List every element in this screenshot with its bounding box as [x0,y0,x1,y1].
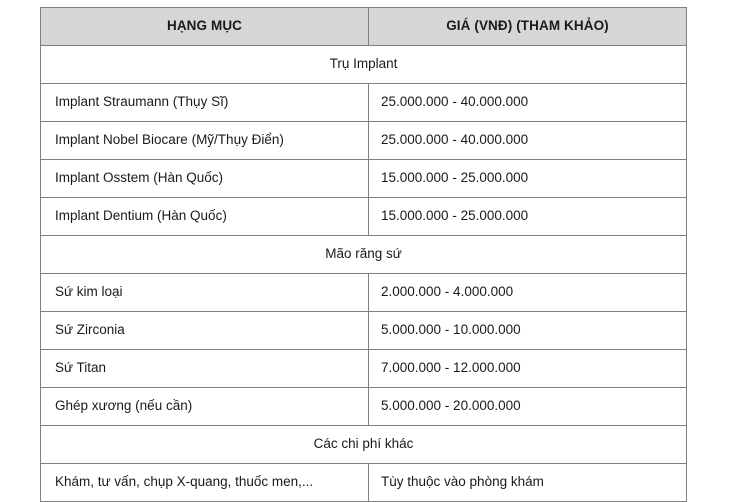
table-section-row [41,46,687,84]
table-row [41,464,687,502]
cell-price: Tùy thuộc vào phòng khám [369,464,687,502]
table-row [41,160,687,198]
column-header-item: HẠNG MỤC [41,8,369,46]
section-label: Mão răng sứ [41,236,687,274]
table-row [41,350,687,388]
cell-price: 25.000.000 - 40.000.000 [369,122,687,160]
column-header-price: GIÁ (VNĐ) (THAM KHẢO) [369,8,687,46]
table-section-row [41,426,687,464]
table-header [41,8,687,46]
cell-price: 5.000.000 - 10.000.000 [369,312,687,350]
table-body [41,46,687,502]
cell-item: Implant Straumann (Thụy Sĩ) [41,84,369,122]
cell-price: 7.000.000 - 12.000.000 [369,350,687,388]
cell-price: 5.000.000 - 20.000.000 [369,388,687,426]
table-row [41,122,687,160]
cell-item: Ghép xương (nếu cần) [41,388,369,426]
table-row [41,84,687,122]
table-section-row [41,236,687,274]
table-header-row [41,8,687,46]
cell-item: Sứ kim loại [41,274,369,312]
table-row [41,388,687,426]
cell-price: 15.000.000 - 25.000.000 [369,160,687,198]
table-row [41,198,687,236]
table-row [41,274,687,312]
cell-item: Implant Nobel Biocare (Mỹ/Thụy Điển) [41,122,369,160]
cell-price: 15.000.000 - 25.000.000 [369,198,687,236]
cell-price: 2.000.000 - 4.000.000 [369,274,687,312]
table-row [41,312,687,350]
cell-price: 25.000.000 - 40.000.000 [369,84,687,122]
section-label: Trụ Implant [41,46,687,84]
section-label: Các chi phí khác [41,426,687,464]
cell-item: Implant Dentium (Hàn Quốc) [41,198,369,236]
cell-item: Sứ Zirconia [41,312,369,350]
cell-item: Sứ Titan [41,350,369,388]
cell-item: Implant Osstem (Hàn Quốc) [41,160,369,198]
price-table [40,7,687,502]
cell-item: Khám, tư vấn, chụp X-quang, thuốc men,... [41,464,369,502]
